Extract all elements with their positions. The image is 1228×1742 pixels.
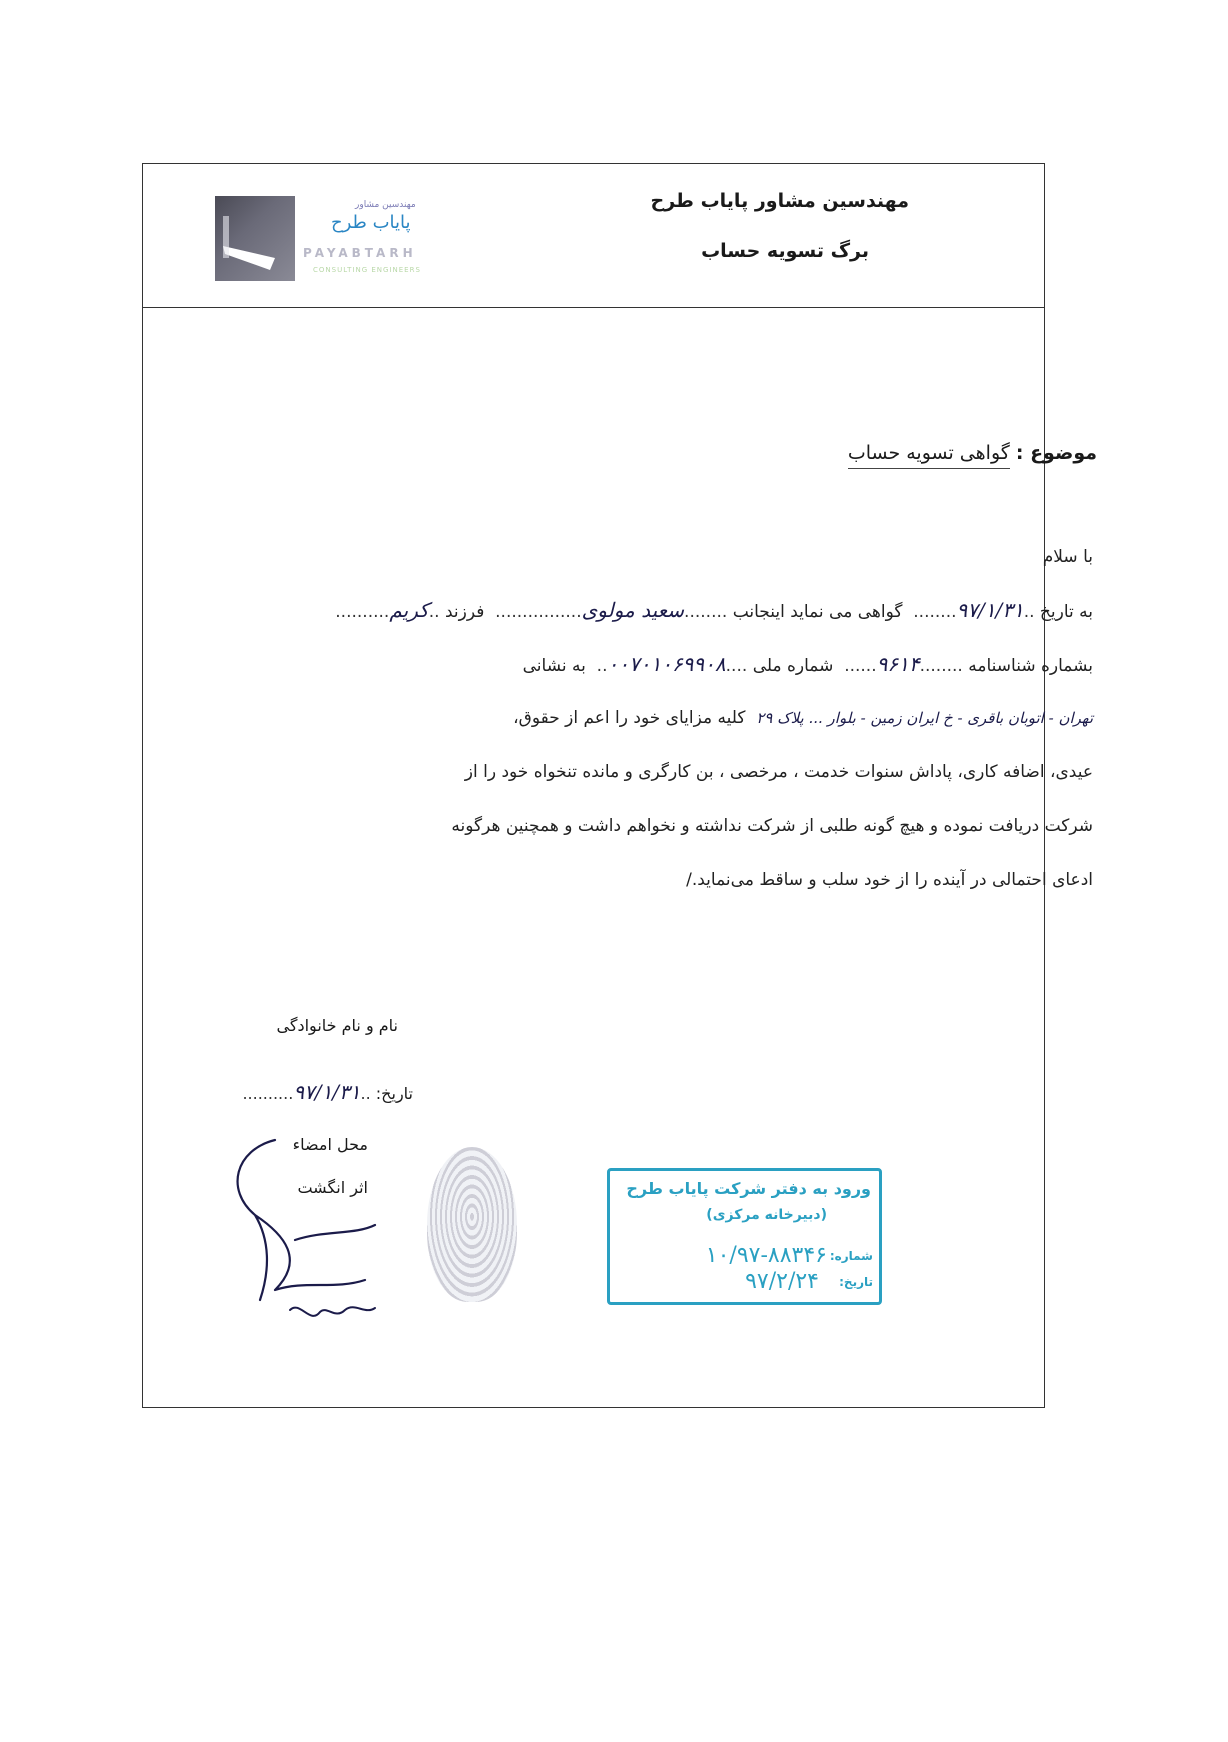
line1-name: سعید مولوی xyxy=(581,598,685,622)
line2-text-1: بشماره شناسنامه xyxy=(968,656,1093,676)
line2-text-2: شماره ملی xyxy=(752,656,834,676)
document-header xyxy=(143,164,1044,308)
logo-text-en-sub: CONSULTING ENGINEERS xyxy=(313,266,421,274)
stamp-number-label: شماره: xyxy=(829,1249,873,1263)
stamp-title: ورود به دفتر شرکت پایاب طرح xyxy=(626,1179,871,1198)
signature-icon xyxy=(215,1130,390,1345)
stamp-subtitle: (دبیرخانه مرکزی) xyxy=(706,1207,827,1223)
subject-text: گواهی تسویه حساب xyxy=(848,442,1010,469)
body-line-2: بشماره شناسنامه ........۹۶۱۴...... شماره ملی ....۰۰۷۰۱۰۶۹۹۰۸.. به نشانی xyxy=(522,652,1093,676)
line1-text-3: فرزند xyxy=(444,602,485,622)
line3-text: کلیه مزایای خود را اعم از حقوق، xyxy=(513,708,746,728)
sign-place-label: محل امضاء xyxy=(292,1135,368,1154)
stamp-date: ۹۷/۲/۲۴ xyxy=(745,1269,819,1294)
line1-father: کریم xyxy=(389,598,429,622)
fingerprint-label: اثر انگشت xyxy=(297,1178,368,1197)
form-title: برگ تسویه حساب xyxy=(701,240,869,262)
name-label: نام و نام خانوادگی xyxy=(276,1016,398,1035)
logo-icon xyxy=(215,196,295,281)
company-name: مهندسین مشاور پایاب طرح xyxy=(650,190,909,212)
body-line-4: عیدی، اضافه کاری، پاداش سنوات خدمت ، مرخصی ، بن کارگری و مانده تنخواه خود را از xyxy=(464,762,1093,782)
stamp-date-label: تاریخ: xyxy=(839,1275,873,1289)
line2-national-id: ۰۰۷۰۱۰۶۹۹۰۸ xyxy=(607,652,726,676)
body-line-3 xyxy=(513,708,1093,728)
line1-date: ۹۷/۱/۳۱ xyxy=(956,598,1024,622)
subject-label: موضوع : xyxy=(1015,442,1097,464)
line1-text-2: گواهی می نماید اینجانب xyxy=(732,602,903,622)
greeting: با سلام xyxy=(1042,547,1093,567)
body-line-5: شرکت دریافت نموده و هیچ گونه طلبی از شرکت نداشته و نخواهم داشت و همچنین هرگونه xyxy=(451,816,1093,836)
logo-text-fa: پایاب طرح xyxy=(331,212,411,233)
line3-address: تهران - اتوبان باقری - خ ایران زمین - بلوار ... پلاک ۲۹ xyxy=(756,709,1093,727)
logo-text-en: PAYABTARH xyxy=(303,246,417,260)
logo-text-small: مهندسین مشاور xyxy=(355,200,416,210)
signature-date-label: تاریخ: xyxy=(375,1084,413,1103)
stamp-number: ۱۰/۹۷-۸۸۳۴۶ xyxy=(705,1243,827,1268)
line2-id: ۹۶۱۴ xyxy=(876,652,920,676)
line1-text-1: به تاریخ xyxy=(1039,602,1093,622)
signature-date-value: ۹۷/۱/۳۱ xyxy=(293,1080,361,1104)
office-stamp xyxy=(607,1168,882,1305)
body-line-1: به تاریخ ..۹۷/۱/۳۱........ گواهی می نماید اینجانب ........سعید مولوی................ فرزند ..کریم.......... xyxy=(335,598,1093,622)
logo-brand xyxy=(303,200,463,290)
signature-date-row: تاریخ: ..۹۷/۱/۳۱.......... xyxy=(242,1080,413,1104)
subject-line xyxy=(848,442,1097,464)
fingerprint-icon xyxy=(427,1147,517,1302)
body-line-6: ادعای احتمالی در آینده را از خود سلب و ساقط می‌نماید./ xyxy=(686,870,1093,890)
line2-text-3: به نشانی xyxy=(522,656,586,676)
